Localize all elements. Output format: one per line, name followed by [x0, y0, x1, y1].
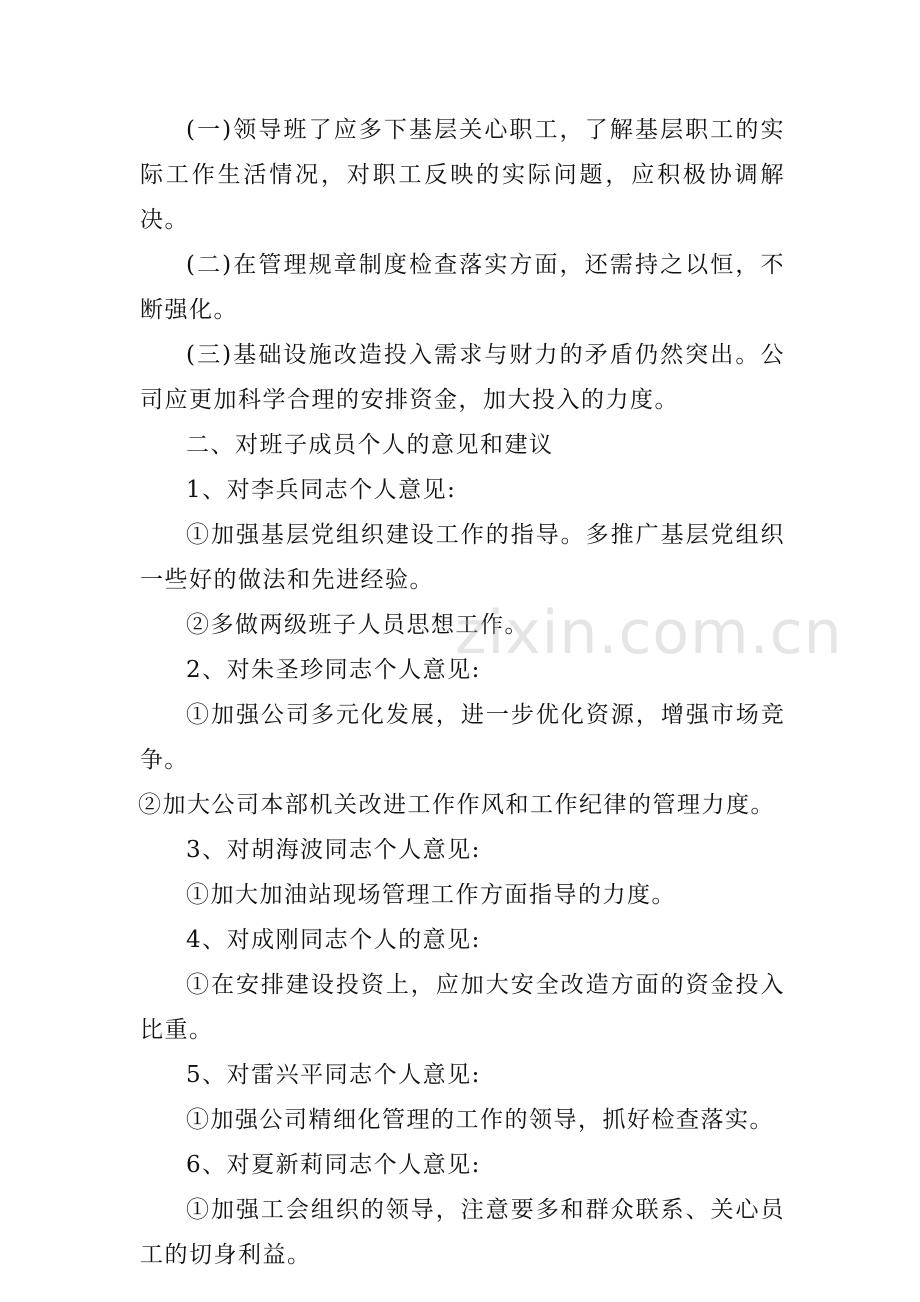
item-heading-6: 6、对夏新莉同志个人意见:	[186, 1152, 481, 1178]
item-heading-1: 1、对李兵同志个人意见:	[186, 477, 457, 503]
item-2-point-1: ①加强公司多元化发展，进一步优化资源，增强市场竞争。	[140, 702, 785, 773]
paragraph-2: (二)在管理规章制度检查落实方面，还需持之以恒，不断强化。	[140, 252, 785, 323]
item-1-point-1: ①加强基层党组织建设工作的指导。多推广基层党组织一些好的做法和先进经验。	[140, 522, 785, 593]
paragraph-3: (三)基础设施改造投入需求与财力的矛盾仍然突出。公司应更加科学合理的安排资金，加大投入的力度。	[140, 342, 785, 413]
paragraph-1: (一)领导班了应多下基层关心职工，了解基层职工的实际工作生活情况，对职工反映的实际问题，应积极协调解决。	[140, 117, 785, 233]
item-5-point-1: ①加强公司精细化管理的工作的领导，抓好检查落实。	[186, 1107, 774, 1133]
item-3-point-1: ①加大加油站现场管理工作方面指导的力度。	[186, 882, 676, 908]
item-4-point-1: ①在安排建设投资上，应加大安全改造方面的资金投入比重。	[140, 972, 785, 1043]
item-heading-5: 5、对雷兴平同志个人意见:	[186, 1062, 481, 1088]
item-heading-4: 4、对成刚同志个人的意见:	[186, 927, 481, 953]
item-1-point-2: ②多做两级班子人员思想工作。	[186, 612, 529, 638]
watermark: zixin.com.cn	[455, 598, 843, 668]
item-heading-2: 2、对朱圣珍同志个人意见:	[186, 657, 481, 683]
section-heading: 二、对班子成员个人的意见和建议	[186, 432, 554, 458]
item-heading-3: 3、对胡海波同志个人意见:	[186, 837, 481, 863]
document-body	[140, 108, 785, 1278]
item-6-point-1: ①加强工会组织的领导，注意要多和群众联系、关心员工的切身利益。	[140, 1197, 785, 1268]
item-2-point-2: ②加大公司本部机关改进工作作风和工作纪律的管理力度。	[138, 792, 775, 818]
